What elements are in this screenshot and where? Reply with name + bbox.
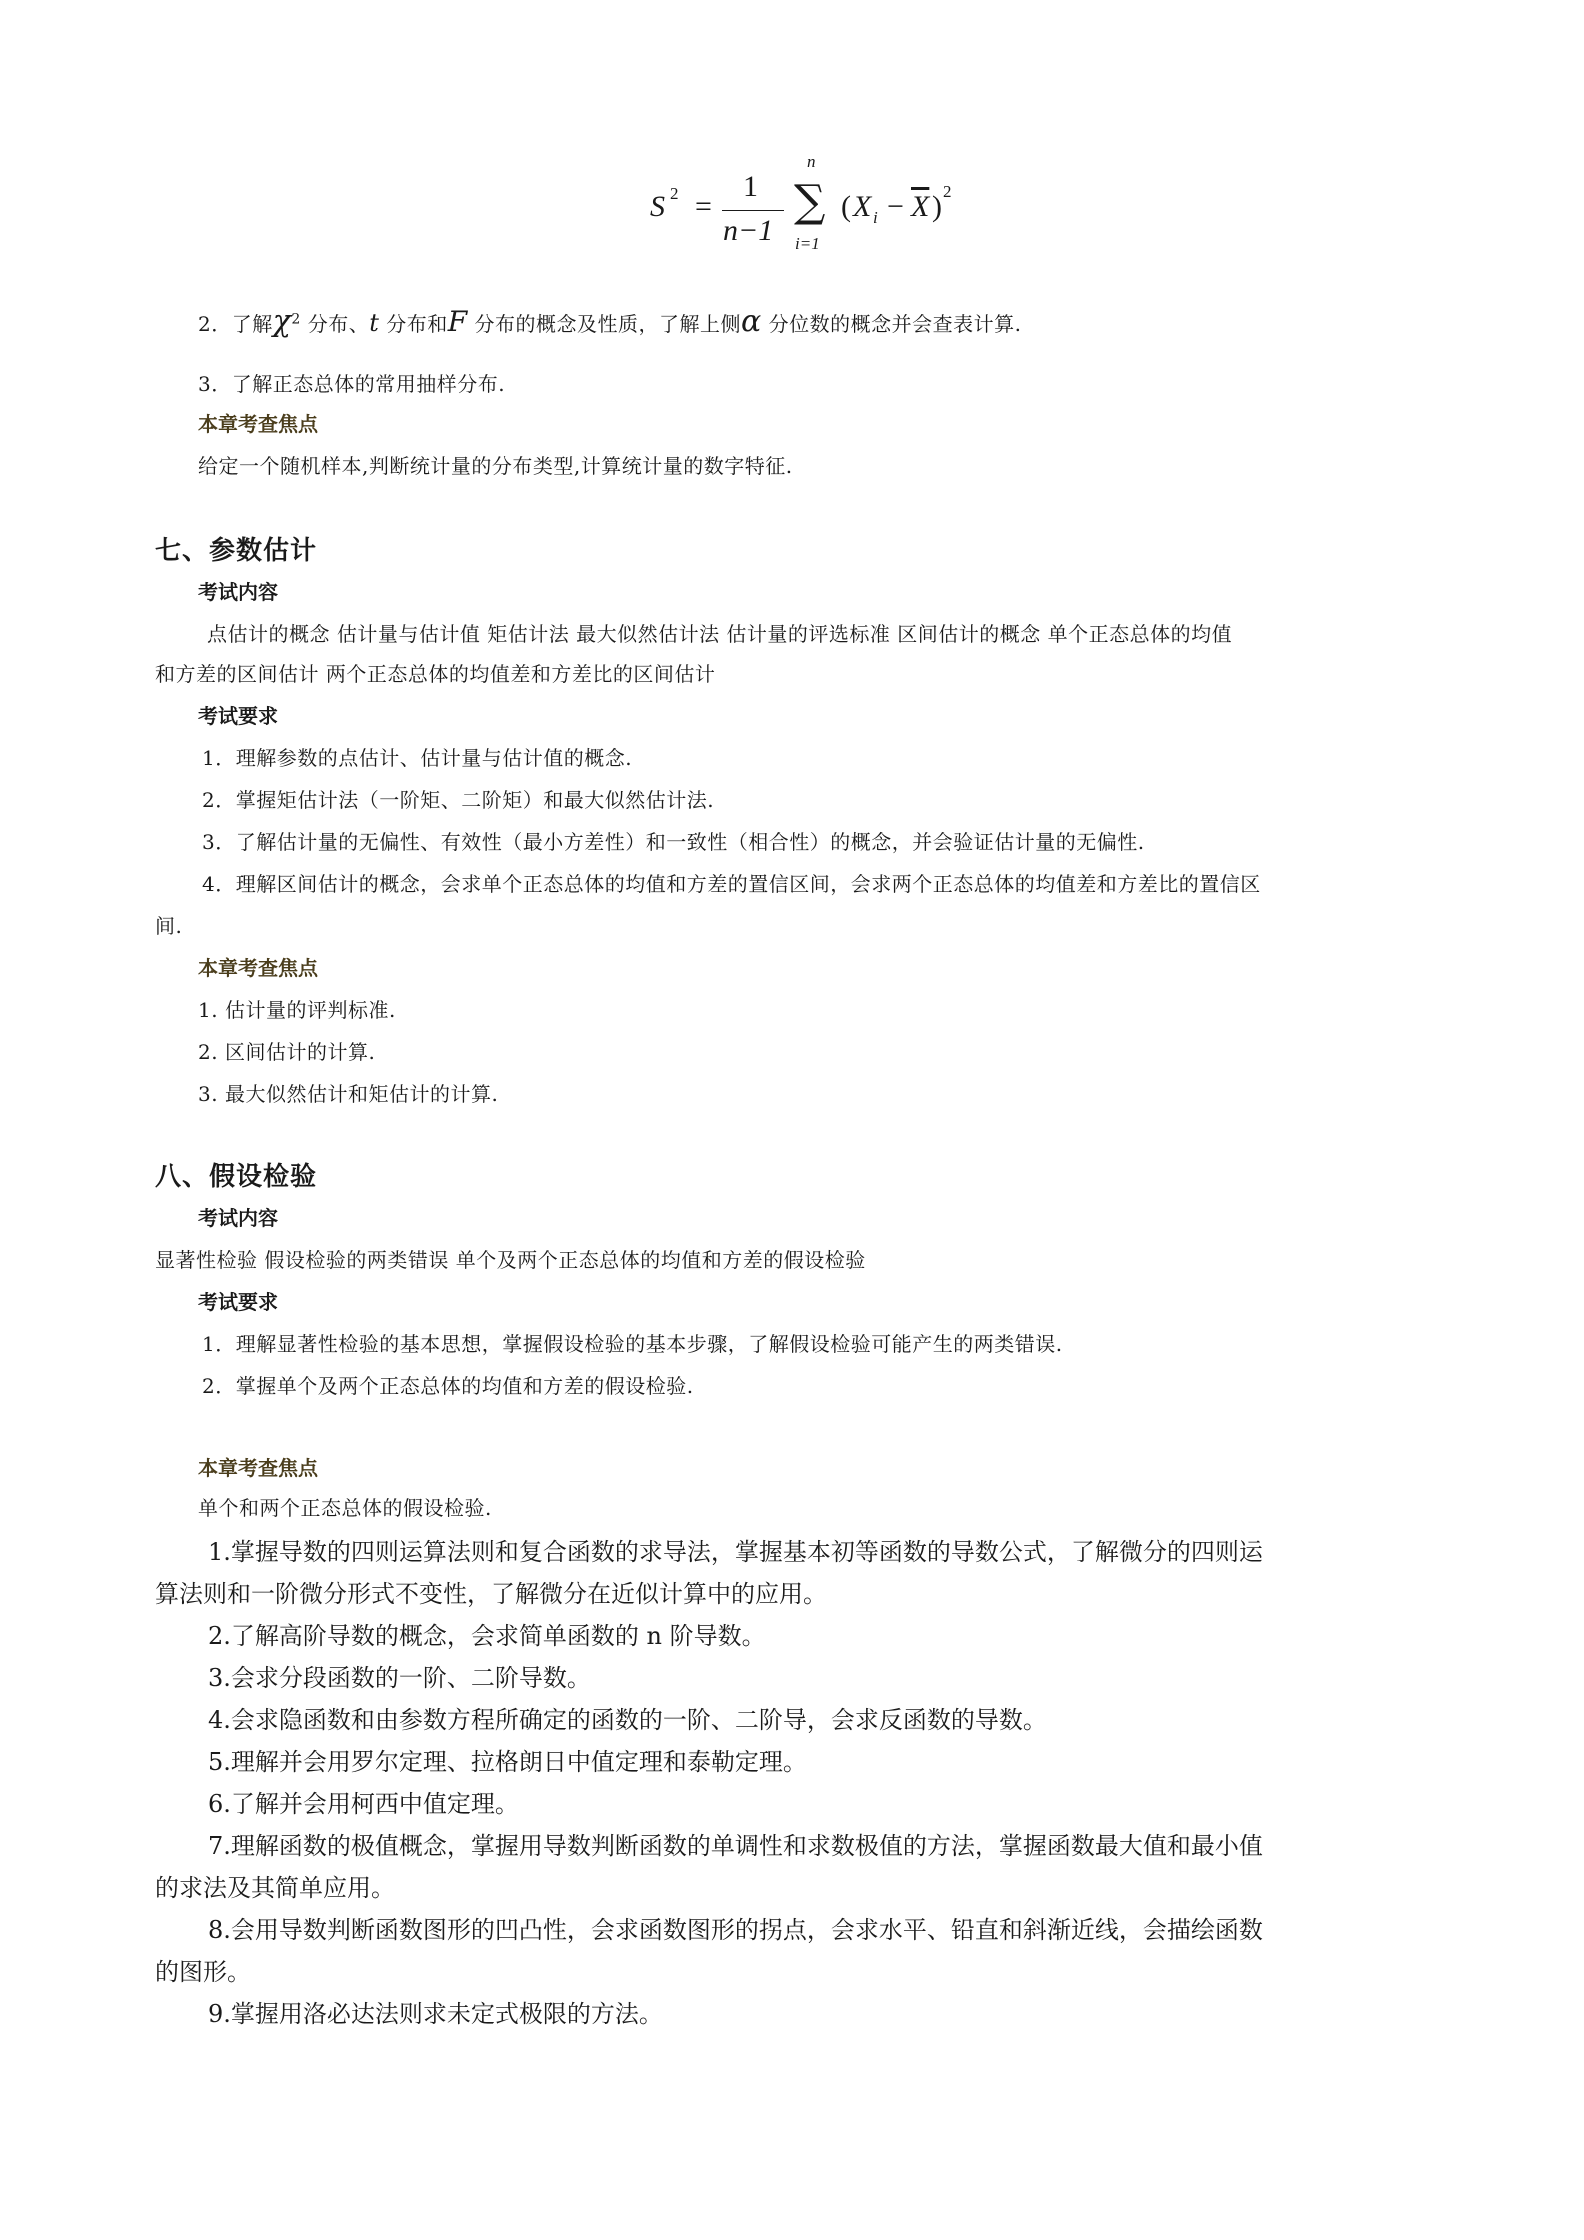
sec8-req2: 2．掌握单个及两个正态总体的均值和方差的假设检验.	[202, 1374, 694, 1398]
formula-lhs-exponent: 2	[670, 184, 679, 203]
sec8-title: 八、假设检验	[155, 1162, 318, 1192]
sec7-content-line1: 点估计的概念 估计量与估计值 矩估计法 最大似然估计法 估计量的评选标准 区间估计的概念 单个正态总体的均值	[207, 622, 1233, 646]
sec6-req2-text-e: 分位数的概念并会查表计算.	[768, 312, 1022, 336]
sec6-req2	[198, 304, 1022, 339]
formula-lhs: S	[650, 190, 665, 223]
sec7-focus2: 2. 区间估计的计算.	[198, 1040, 376, 1064]
sec6-req3: 3．了解正态总体的常用抽样分布.	[198, 372, 506, 396]
sec8-content-label: 考试内容	[198, 1206, 278, 1230]
chi-exponent: 2	[291, 311, 301, 328]
sec8-req1: 1．理解显著性检验的基本思想，掌握假设检验的基本步骤，了解假设检验可能产生的两类错误.	[202, 1332, 1063, 1356]
sec7-req4-line2: 间.	[155, 914, 183, 938]
sec7-req3: 3．了解估计量的无偏性、有效性（最小方差性）和一致性（相合性）的概念，并会验证估计量的无偏性.	[202, 830, 1145, 854]
calc-item1-line2: 算法则和一阶微分形式不变性，了解微分在近似计算中的应用。	[155, 1580, 827, 1608]
sec8-content-line1: 显著性检验 假设检验的两类错误 单个及两个正态总体的均值和方差的假设检验	[155, 1248, 866, 1272]
sec6-req2-text-c: 分布和	[386, 312, 448, 336]
formula-fraction-bar	[722, 210, 784, 211]
summation-symbol: ∑	[794, 176, 826, 227]
calc-item1-line1: 1.掌握导数的四则运算法则和复合函数的求导法，掌握基本初等函数的导数公式，了解微分的四则运	[208, 1538, 1263, 1566]
calc-item3: 3.会求分段函数的一阶、二阶导数。	[208, 1664, 591, 1692]
formula-body-exponent: 2	[943, 182, 952, 201]
sec6-focus-text: 给定一个随机样本,判断统计量的分布类型,计算统计量的数字特征.	[198, 454, 793, 478]
formula-x-bar: $\overline{X}$	[911, 190, 930, 223]
calc-item7-line1: 7.理解函数的极值概念，掌握用导数判断函数的单调性和求数极值的方法，掌握函数最大值和最小值	[208, 1832, 1263, 1860]
formula-minus: −	[887, 190, 904, 223]
sec7-req1: 1．理解参数的点估计、估计量与估计值的概念.	[202, 746, 633, 770]
sec7-focus1: 1. 估计量的评判标准.	[198, 998, 396, 1022]
sec7-content-line2: 和方差的区间估计 两个正态总体的均值差和方差比的区间估计	[155, 662, 716, 686]
calc-item8-line2: 的图形。	[155, 1958, 251, 1986]
sec7-req-label: 考试要求	[198, 704, 278, 728]
calc-item5: 5.理解并会用罗尔定理、拉格朗日中值定理和泰勒定理。	[208, 1748, 807, 1776]
calc-item4: 4.会求隐函数和由参数方程所确定的函数的一阶、二阶导，会求反函数的导数。	[208, 1706, 1047, 1734]
sec8-focus-text: 单个和两个正态总体的假设检验.	[198, 1496, 492, 1520]
sample-variance-formula	[645, 152, 952, 268]
sec7-req4-line1: 4．理解区间估计的概念，会求单个正态总体的均值和方差的置信区间，会求两个正态总体的均值差和方差比的置信区	[202, 872, 1261, 896]
t-symbol: t	[369, 309, 380, 337]
alpha-symbol: α	[741, 304, 762, 339]
calc-item8-line1: 8.会用导数判断函数图形的凹凸性，会求函数图形的拐点，会求水平、铅直和斜渐近线，会描绘函数	[208, 1916, 1263, 1944]
sec7-title: 七、参数估计	[155, 536, 318, 566]
sec7-req2: 2．掌握矩估计法（一阶矩、二阶矩）和最大似然估计法.	[202, 788, 715, 812]
sec7-content-label: 考试内容	[198, 580, 278, 604]
sec8-focus-label: 本章考查焦点	[198, 1456, 318, 1480]
sec7-focus3: 3. 最大似然估计和矩估计的计算.	[198, 1082, 499, 1106]
formula-close-paren: )	[932, 190, 942, 223]
calc-item6: 6.了解并会用柯西中值定理。	[208, 1790, 519, 1818]
f-symbol: F	[447, 305, 468, 338]
sec8-req-label: 考试要求	[198, 1290, 278, 1314]
calc-item2: 2.了解高阶导数的概念，会求简单函数的 n 阶导数。	[208, 1622, 766, 1650]
sec6-req2-text-b: 分布、	[307, 312, 370, 336]
formula-x: X	[853, 190, 872, 223]
sec6-req2-text-a: 2．了解	[198, 312, 273, 336]
sec6-focus-label: 本章考查焦点	[198, 412, 318, 436]
formula-equals: =	[695, 190, 712, 223]
calc-item9: 9.掌握用洛必达法则求未定式极限的方法。	[208, 2000, 663, 2028]
formula-fraction-denominator: n−1	[723, 214, 774, 247]
summation-lower-limit: i=1	[795, 234, 820, 253]
calc-item7-line2: 的求法及其简单应用。	[155, 1874, 395, 1902]
formula-open-paren: (	[841, 190, 851, 223]
formula-fraction-numerator: 1	[743, 170, 758, 203]
summation-upper-limit: n	[807, 152, 816, 171]
sec6-req2-text-d: 分布的概念及性质，了解上侧	[474, 312, 742, 336]
chi-symbol: χ	[272, 304, 292, 339]
formula-x-subscript: i	[873, 208, 878, 227]
sec7-focus-label: 本章考查焦点	[198, 956, 318, 980]
